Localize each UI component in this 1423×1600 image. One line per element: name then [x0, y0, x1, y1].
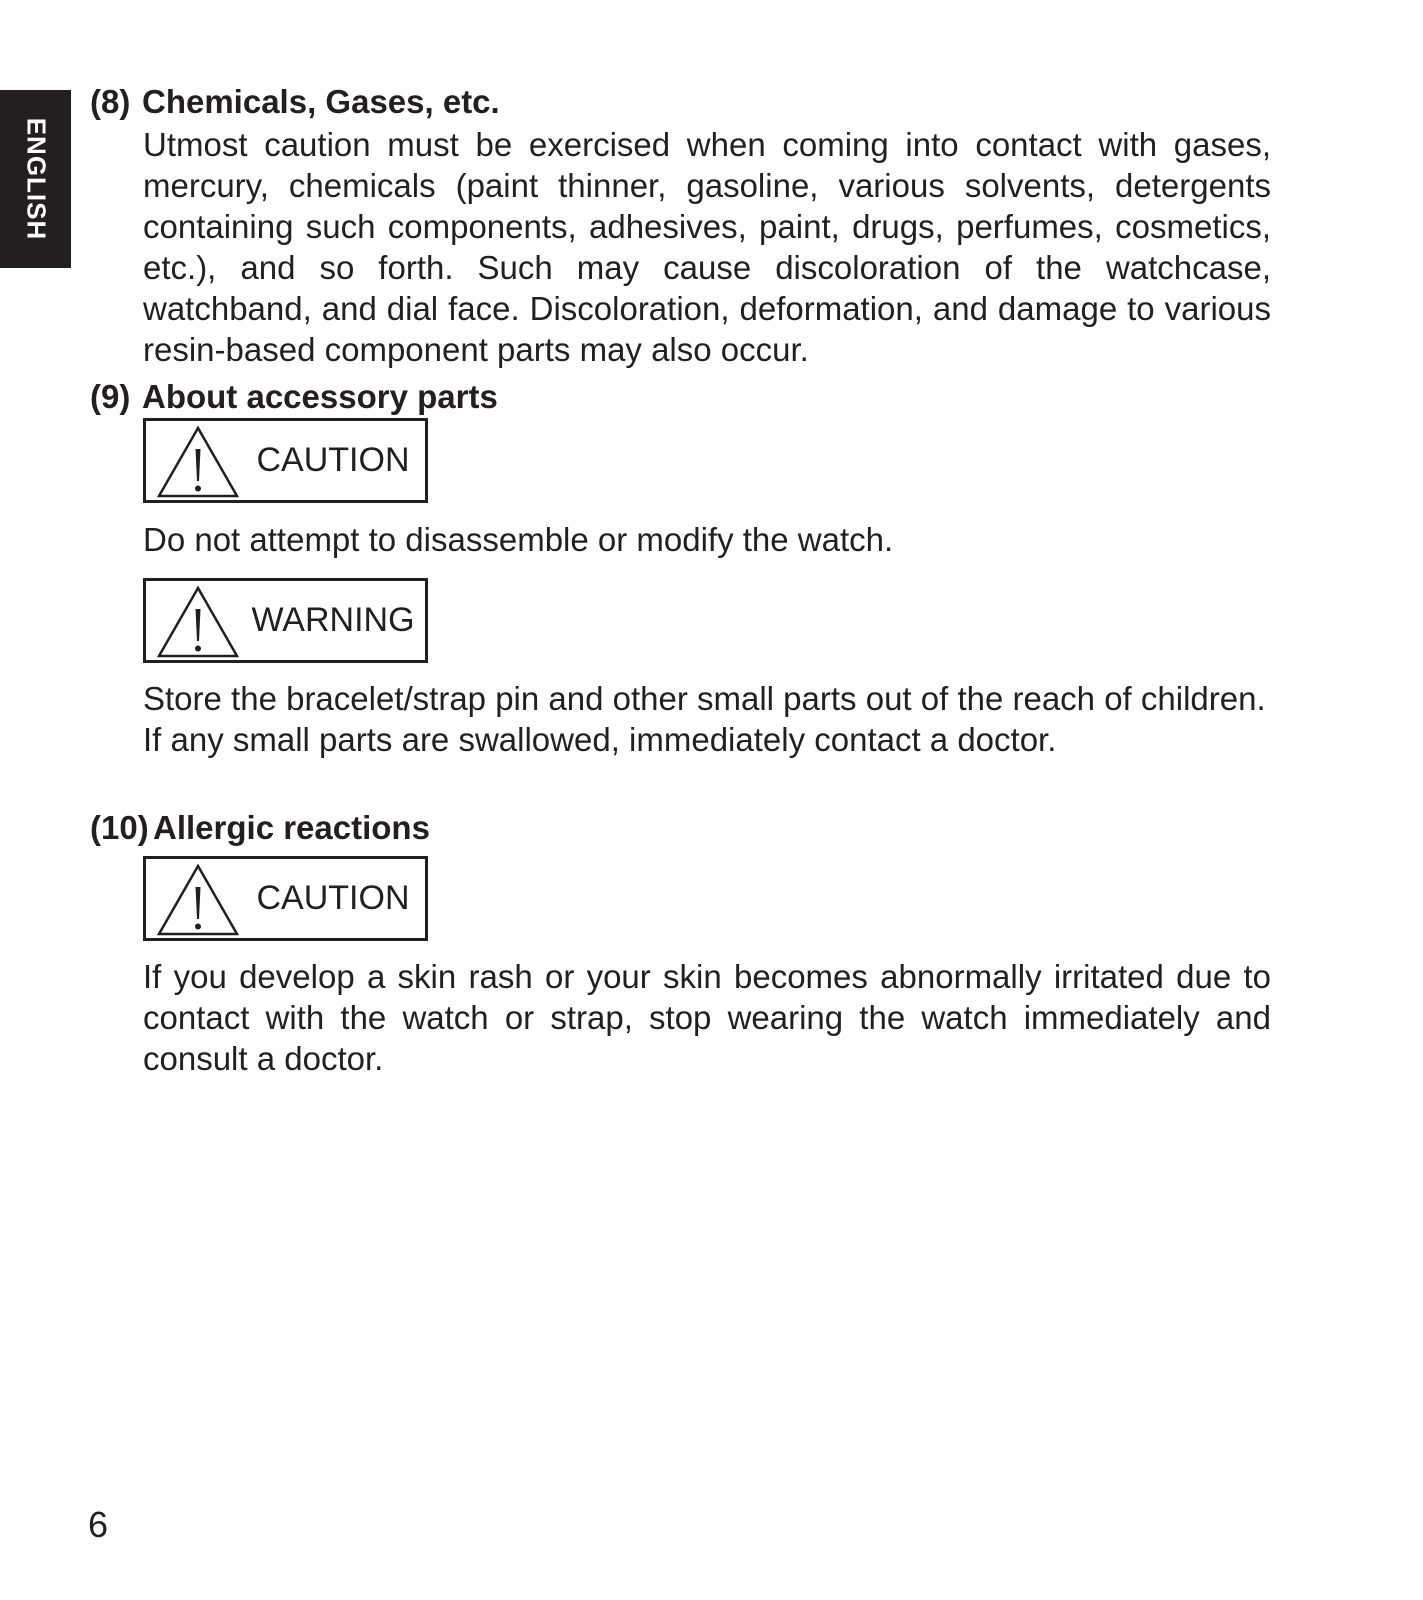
- allergy-caution-text: [143, 956, 1271, 1079]
- notice-text: If any small parts are swallowed, immediately contact a doctor.: [143, 721, 1057, 758]
- section-title: Allergic reactions: [153, 809, 430, 846]
- section-number: (8): [90, 83, 131, 120]
- sign-label: CAUTION: [256, 879, 410, 917]
- warning-sign: [143, 578, 428, 663]
- section-8-body: [143, 124, 1271, 370]
- warning-text: [143, 678, 1271, 760]
- section-number: (9): [90, 378, 131, 415]
- sign-label: CAUTION: [256, 441, 410, 479]
- section-9-heading: [90, 377, 498, 417]
- section-title: About accessory parts: [142, 378, 498, 415]
- warning-triangle-icon: [156, 863, 240, 937]
- caution-sign: [143, 856, 428, 941]
- section-8-heading: [90, 82, 500, 122]
- warning-triangle-icon: [156, 585, 240, 659]
- section-title: Chemicals, Gases, etc.: [142, 83, 500, 120]
- caution-sign: [143, 418, 428, 503]
- notice-text: Store the bracelet/strap pin and other small parts out of the reach of children.: [143, 680, 1266, 717]
- warning-triangle-icon: [156, 425, 240, 499]
- sign-label: WARNING: [251, 601, 415, 639]
- section-10-heading: [90, 808, 430, 848]
- notice-text: Do not attempt to disassemble or modify the watch.: [143, 521, 894, 558]
- section-number: (10): [90, 809, 149, 846]
- language-tab-label: ENGLISH: [21, 117, 51, 241]
- notice-text: If you develop a skin rash or your skin becomes abnormally irritated due to contact with the watch or strap, stop wearing the watch immediately and consult a doctor.: [143, 958, 1271, 1077]
- page-number: 6: [88, 1504, 109, 1545]
- caution-text: [143, 519, 1271, 560]
- language-tab: [0, 90, 71, 268]
- body-paragraph: Utmost caution must be exercised when coming into contact with gases, mercury, chemicals (paint thinner, gasoline, various solvents, detergents containing such components, adhesives, paint, drugs, perfumes, cosmetics, etc.), and so forth. Such may cause discoloration of the watchcase, watchband, and dial face. Discoloration, deformation, and damage to various resin-based component parts may also occur.: [143, 126, 1271, 368]
